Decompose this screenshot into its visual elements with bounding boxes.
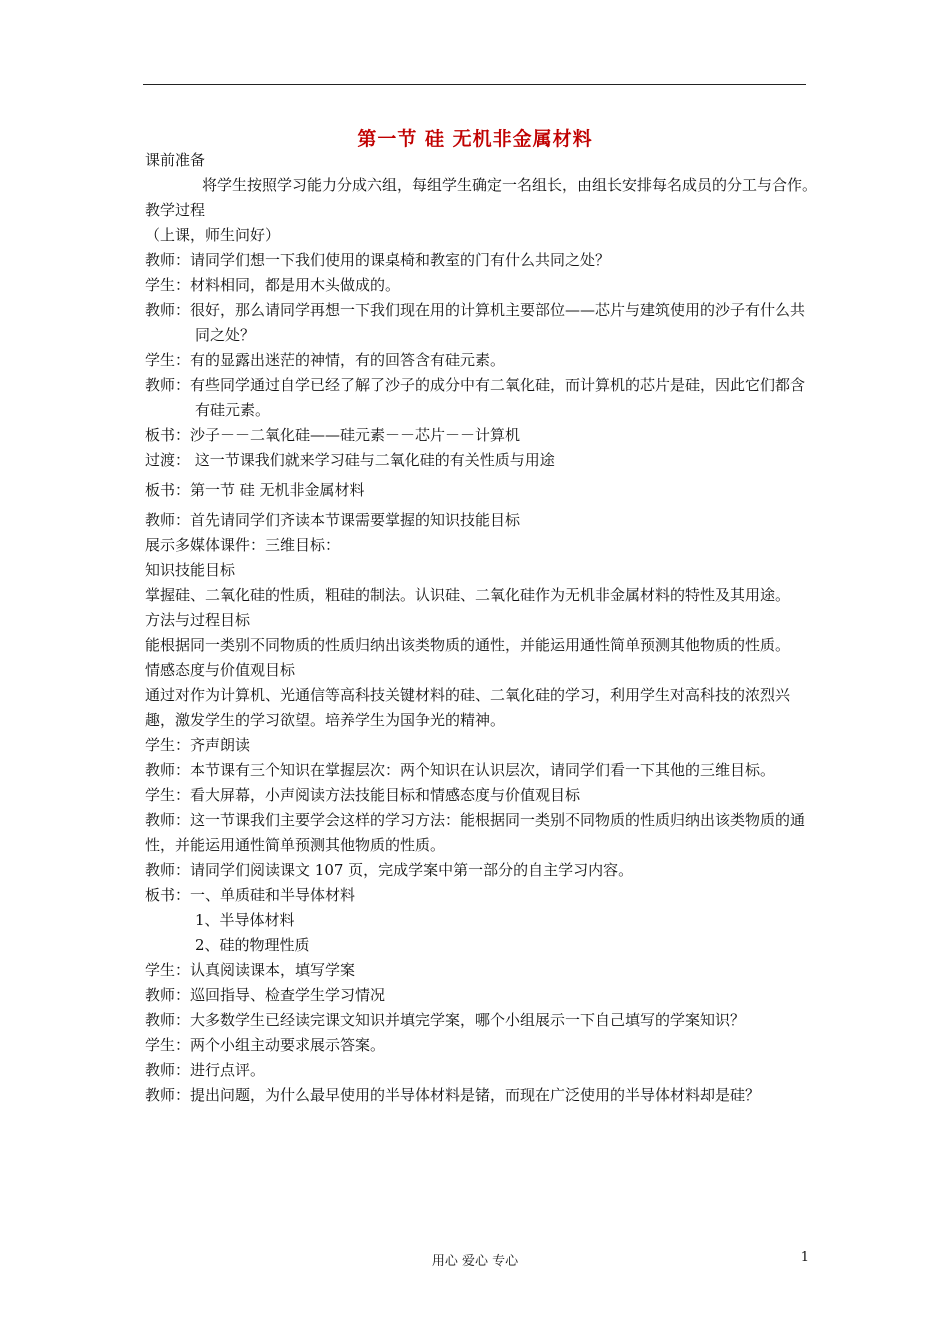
- dialogue-line: 学生：齐声朗读: [145, 736, 251, 754]
- paragraph: （上课，师生问好）: [145, 226, 281, 244]
- header-rule: [143, 84, 806, 85]
- dialogue-line: 过渡： 这一节课我们就来学习硅与二氧化硅的有关性质与用途: [145, 451, 555, 469]
- dialogue-line: 教师：本节课有三个知识在掌握层次：两个知识在认识层次，请同学们看一下其他的三维目标。: [145, 761, 776, 779]
- dialogue-line: 教师：有些同学通过自学已经了解了沙子的成分中有二氧化硅，而计算机的芯片是硅，因此它们都含有硅元素。: [145, 376, 806, 419]
- page-number: 1: [800, 1250, 809, 1265]
- dialogue-line: 学生：有的显露出迷茫的神情，有的回答含有硅元素。: [145, 351, 506, 369]
- page-title: 第一节 硅 无机非金属材料: [357, 128, 593, 150]
- dialogue-line: 板书：第一节 硅 无机非金属材料: [145, 481, 365, 499]
- objective-text: 掌握硅、二氧化硅的性质，粗硅的制法。认识硅、二氧化硅作为无机非金属材料的特性及其用途。: [145, 586, 791, 604]
- footer-motto: 用心 爱心 专心: [431, 1254, 519, 1269]
- dialogue-line: 板书：沙子－－二氧化硅——硅元素－－芯片－－计算机: [145, 426, 521, 444]
- dialogue-line: 教师：大多数学生已经读完课文知识并填完学案，哪个小组展示一下自己填写的学案知识？: [145, 1011, 746, 1029]
- dialogue-line: 教师：请同学们想一下我们使用的课桌椅和教室的门有什么共同之处？: [145, 251, 611, 269]
- section-heading-prep: 课前准备: [145, 151, 206, 169]
- objective-text: 能根据同一类别不同物质的性质归纳出该类物质的通性，并能运用通性简单预测其他物质的性质。: [145, 636, 791, 654]
- dialogue-line: 学生：认真阅读课本，填写学案: [145, 961, 356, 979]
- dialogue-line: 板书：一、单质硅和半导体材料: [145, 886, 356, 904]
- objective-text: 通过对作为计算机、光通信等高科技关键材料的硅、二氧化硅的学习，利用学生对高科技的浓烈兴趣，激发学生的学习欲望。培养学生为国争光的精神。: [145, 686, 791, 729]
- dialogue-line: 教师：进行点评。: [145, 1061, 266, 1079]
- dialogue-line: 学生：材料相同，都是用木头做成的。: [145, 276, 401, 294]
- dialogue-line: 学生：看大屏幕，小声阅读方法技能目标和情感态度与价值观目标: [145, 786, 581, 804]
- objective-heading: 知识技能目标: [145, 561, 236, 579]
- dialogue-line: 教师：首先请同学们齐读本节课需要掌握的知识技能目标: [145, 511, 521, 529]
- outline-item: 2、硅的物理性质: [195, 936, 310, 954]
- dialogue-line: 教师：这一节课我们主要学会这样的学习方法：能根据同一类别不同物质的性质归纳出该类物质的通性，并能运用通性简单预测其他物质的性质。: [145, 811, 806, 854]
- document-body: [145, 148, 817, 1108]
- paragraph: 展示多媒体课件：三维目标：: [145, 536, 341, 554]
- dialogue-line: 教师：很好，那么请同学再想一下我们现在用的计算机主要部位——芯片与建筑使用的沙子有什么共同之处？: [145, 301, 806, 344]
- dialogue-line: 教师：提出问题，为什么最早使用的半导体材料是锗，而现在广泛使用的半导体材料却是硅？: [145, 1086, 761, 1104]
- objective-heading: 方法与过程目标: [145, 611, 251, 629]
- dialogue-line: 教师：请同学们阅读课文 107 页，完成学案中第一部分的自主学习内容。: [145, 861, 634, 879]
- objective-heading: 情感态度与价值观目标: [145, 661, 296, 679]
- dialogue-line: 学生：两个小组主动要求展示答案。: [145, 1036, 386, 1054]
- outline-item: 1、半导体材料: [195, 911, 295, 929]
- paragraph-prep: 将学生按照学习能力分成六组，每组学生确定一名组长，由组长安排每名成员的分工与合作。: [202, 176, 818, 194]
- dialogue-line: 教师：巡回指导、检查学生学习情况: [145, 986, 386, 1004]
- section-heading-process: 教学过程: [145, 201, 206, 219]
